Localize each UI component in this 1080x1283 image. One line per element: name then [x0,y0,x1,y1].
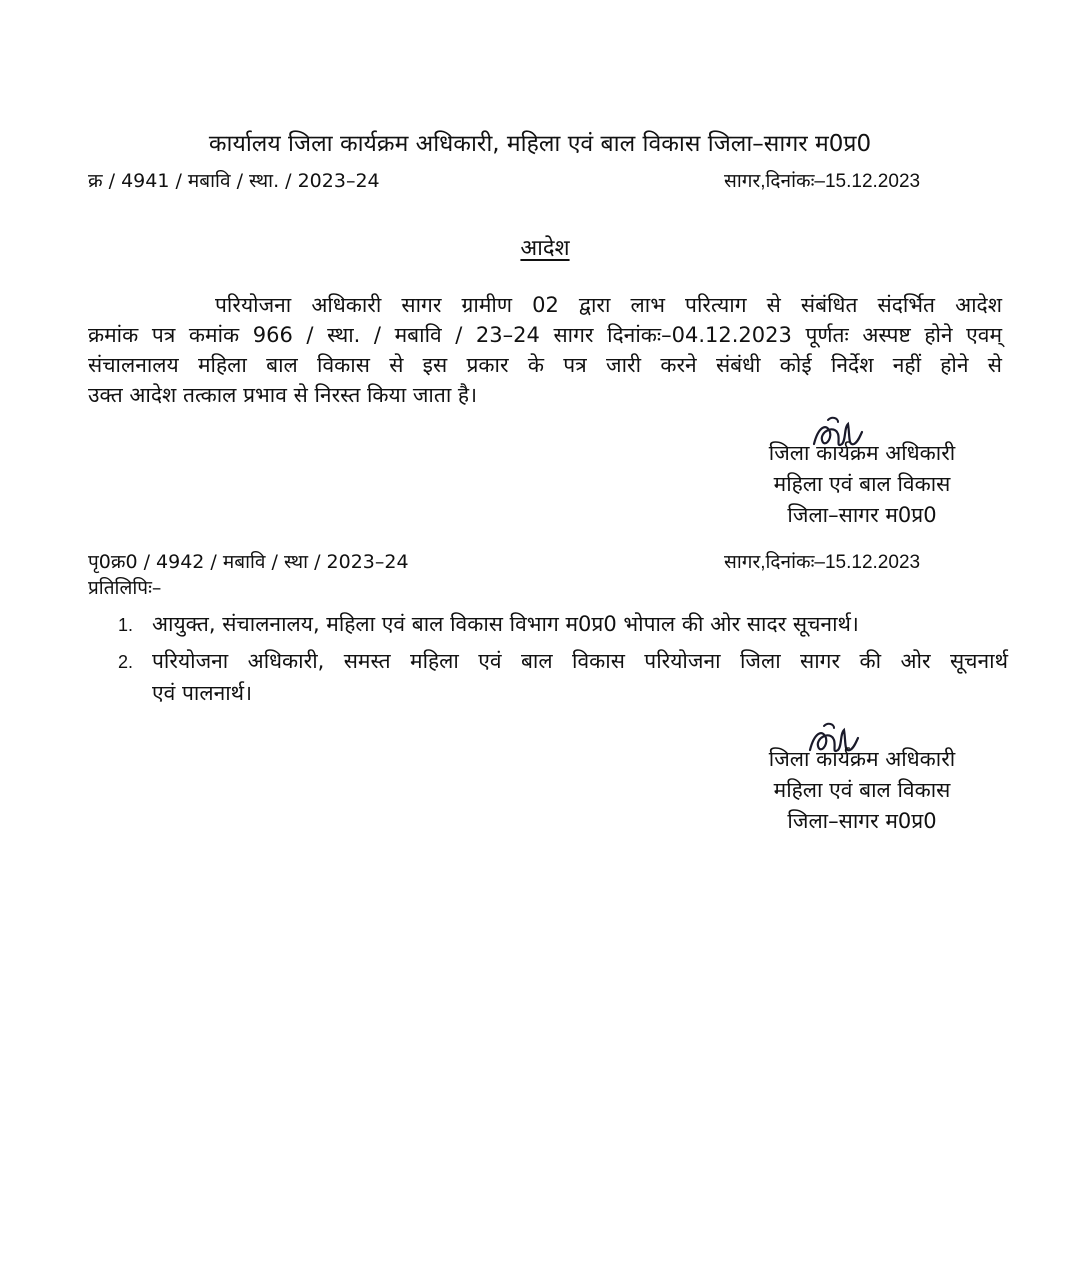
order-reference: क्र / 4941 / मबावि / स्था. / 2023–24 [88,170,380,192]
copy-date: सागर,दिनांकः–15.12.2023 [724,552,921,573]
body-line: परियोजना अधिकारी सागर ग्रामीण 02 द्वारा लाभ परित्याग से संबंधित संदर्भित आदेश [215,293,1002,317]
signature-designation: जिला कार्यक्रम अधिकारी [768,441,956,465]
body-line: संचालनालय महिला बाल विकास से इस प्रकार के पत्र जारी करने संबंधी कोई निर्देश नहीं होने से [88,353,1002,377]
copy-recipient-list [118,608,1008,709]
list-item-text: परियोजना अधिकारी, समस्त महिला एवं बाल विकास परियोजना जिला सागर की ओर सूचनार्थ [152,649,1008,673]
signature-block [742,438,982,531]
signature-department: महिला एवं बाल विकास [773,472,951,496]
list-item-text: आयुक्त, संचालनालय, महिला एवं बाल विकास विभाग म0प्र0 भोपाल की ओर सादर सूचनार्थ। [152,612,859,636]
document-title: आदेश [520,236,570,261]
body-line: क्रमांक पत्र कमांक 966 / स्था. / मबावि / 23–24 सागर दिनांकः–04.12.2023 पूर्णतः अस्पष्ट होने एवम् [88,323,1002,347]
copy-reference: पृ0क्र0 / 4942 / मबावि / स्था / 2023–24 [88,551,409,573]
order-body [88,290,1002,410]
signature-location: जिला–सागर म0प्र0 [787,503,937,527]
copy-label: प्रतिलिपिः– [88,577,162,599]
office-header: कार्यालय जिला कार्यक्रम अधिकारी, महिला एवं बाल विकास जिला–सागर म0प्र0 [208,131,872,157]
signature-department: महिला एवं बाल विकास [773,778,951,802]
list-item-number: 1. [118,615,134,635]
signature-location: जिला–सागर म0प्र0 [787,809,937,833]
list-item [118,645,1008,709]
list-item-number: 2. [118,652,134,672]
list-item-text: एवं पालनार्थ। [152,681,253,705]
body-line: उक्त आदेश तत्काल प्रभाव से निरस्त किया जाता है। [88,383,478,407]
order-date: सागर,दिनांकः–15.12.2023 [724,171,921,192]
list-item [118,608,1008,641]
signature-block [742,744,982,837]
signature-designation: जिला कार्यक्रम अधिकारी [768,747,956,771]
